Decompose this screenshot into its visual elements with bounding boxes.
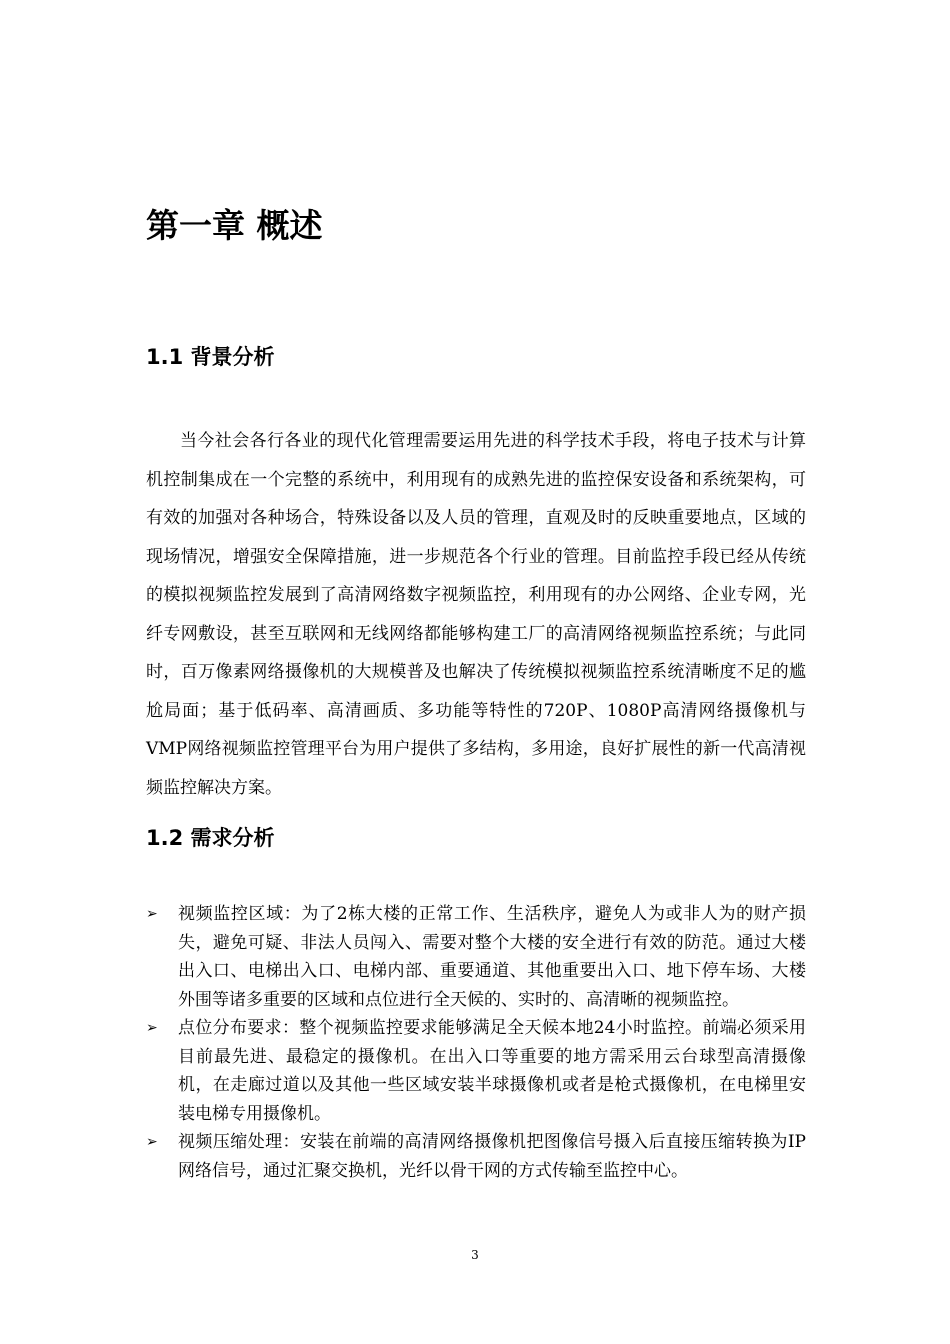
arrow-bullet-icon: ➢	[146, 906, 158, 922]
list-item	[146, 1014, 806, 1128]
page-number: 3	[471, 1248, 479, 1262]
requirements-list	[146, 900, 806, 1185]
arrow-bullet-icon: ➢	[146, 1134, 158, 1150]
list-item	[146, 1128, 806, 1185]
section-heading-background: 1.1 背景分析	[146, 345, 275, 369]
arrow-bullet-icon: ➢	[146, 1020, 158, 1036]
list-item	[146, 900, 806, 1014]
background-paragraph: 当今社会各行各业的现代化管理需要运用先进的科学技术手段，将电子技术与计算机控制集成在一个完整的系统中，利用现有的成熟先进的监控保安设备和系统架构，可有效的加强对各种场合，特殊设备以及人员的管理，直观及时的反映重要地点，区域的现场情况，增强安全保障措施，进一步规范各个行业的管理。目前监控手段已经从传统的模拟视频监控发展到了高清网络数字视频监控，利用现有的办公网络、企业专网，光纤专网敷设，甚至互联网和无线网络都能够构建工厂的高清网络视频监控系统；与此同时，百万像素网络摄像机的大规模普及也解决了传统模拟视频监控系统清晰度不足的尴尬局面；基于低码率、高清画质、多功能等特性的720P、1080P高清网络摄像机与VMP网络视频监控管理平台为用户提供了多结构，多用途，良好扩展性的新一代高清视频监控解决方案。	[146, 431, 806, 798]
list-item-text: 视频监控区域：为了2栋大楼的正常工作、生活秩序，避免人为或非人为的财产损失，避免可疑、非法人员闯入、需要对整个大楼的安全进行有效的防范。通过大楼出入口、电梯出入口、电梯内部、重要通道、其他重要出入口、地下停车场、大楼外围等诸多重要的区域和点位进行全天候的、实时的、高清晰的视频监控。	[178, 904, 806, 1010]
section-heading-requirements: 1.2 需求分析	[146, 826, 275, 850]
list-item-text: 视频压缩处理：安装在前端的高清网络摄像机把图像信号摄入后直接压缩转换为IP网络信号，通过汇聚交换机，光纤以骨干网的方式传输至监控中心。	[178, 1132, 806, 1181]
list-item-text: 点位分布要求：整个视频监控要求能够满足全天候本地24小时监控。前端必须采用目前最先进、最稳定的摄像机。在出入口等重要的地方需采用云台球型高清摄像机，在走廊过道以及其他一些区域安装半球摄像机或者是枪式摄像机，在电梯里安装电梯专用摄像机。	[178, 1018, 806, 1124]
chapter-title: 第一章 概述	[146, 206, 323, 245]
